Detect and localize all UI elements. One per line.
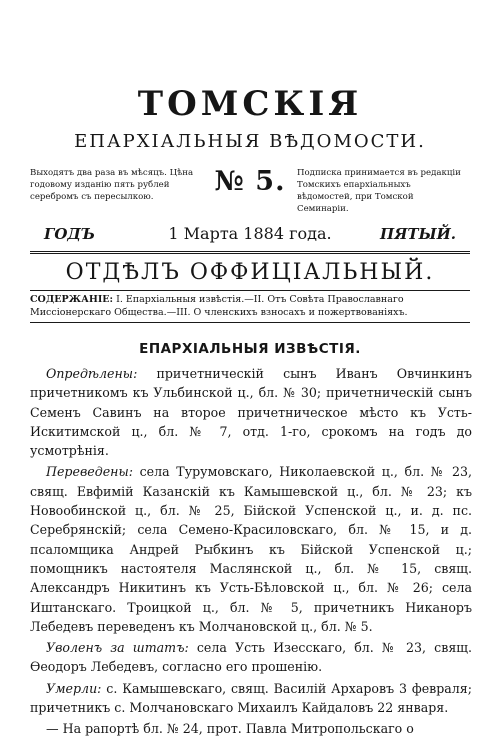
article-body bbox=[30, 364, 472, 739]
divider-rule bbox=[30, 251, 470, 256]
paragraph bbox=[30, 679, 472, 718]
paragraph-text: причетническій сынъ Иванъ Овчинкинъ причетникомъ къ Ульбинской ц., бл. № 30; причетническій сынъ Семенъ Савинъ на второе причетническое мѣсто къ Усть-Искитимской ц., бл. № 7, отд. 1-го, срокомъ на годъ до усмотрѣнія. bbox=[30, 366, 472, 459]
paragraph-lead: Уволенъ за штатъ: bbox=[46, 640, 189, 656]
paragraph-lead: Опредѣлены: bbox=[46, 366, 138, 381]
year-number: ПЯТЫЙ. bbox=[380, 225, 456, 243]
divider-rule bbox=[30, 322, 470, 323]
masthead-subtitle: ЕПАРХІАЛЬНЫЯ ВѢДОМОСТИ. bbox=[74, 131, 426, 152]
divider-rule bbox=[30, 290, 470, 291]
paragraph bbox=[30, 364, 472, 460]
contents-label: СОДЕРЖАНІЕ: bbox=[30, 294, 114, 305]
paragraph-lead: Переведены: bbox=[46, 464, 133, 480]
paragraph-text: — На рапортѣ бл. № 24, прот. Павла Митропольскаго о bbox=[46, 721, 414, 737]
paragraph bbox=[30, 462, 472, 636]
publication-info: Выходятъ два раза въ мѣсяцъ. Цѣна годовому изданію пять рублей серебромъ съ пересылкою. bbox=[30, 168, 194, 202]
table-of-contents bbox=[30, 293, 472, 319]
paragraph bbox=[30, 638, 472, 677]
issue-number: № 5. bbox=[214, 166, 286, 197]
issue-date: 1 Марта 1884 года. bbox=[168, 224, 332, 243]
section-heading: ОТДѢЛЪ ОФФИЦІАЛЬНЫЙ. bbox=[65, 260, 435, 285]
paragraph-text: села Турумовскаго, Николаевской ц., бл. № 23, свящ. Евфимій Казанскій къ Камышевской ц., бл. № 23; къ Новообинской ц., бл. № 25, Бійской Успенской ц., и. д. пс. Серебрянскій; села Семено-Красиловскаго, бл. № 15, и д. псаломщика Андрей Рыбкинъ къ Бійской Успенской ц.; помощникъ настоятеля Маслянской ц., бл. № 15, свящ. Александръ Никитинъ къ Усть-Бѣловской ц., бл. № 26; села Иштанскаго. Троицкой ц., бл. № 5, причетникъ Никаноръ Лебедевъ переведенъ къ Молчановской ц., бл. № 5. bbox=[30, 464, 472, 634]
year-label: ГОДЪ bbox=[44, 225, 96, 243]
paragraph bbox=[30, 719, 472, 738]
paragraph-text: с. Камышевскаго, свящ. Василій Архаровъ 3 февраля; причетникъ с. Молчановскаго Михаилъ Кайдаловъ 22 января. bbox=[30, 680, 472, 716]
paragraph-text: села Усть Изесскаго, бл. № 23, свящ. Ѳеодоръ Лебедевъ, согласно его прошенію. bbox=[30, 640, 472, 675]
paragraph-lead: Умерли: bbox=[46, 680, 102, 696]
news-subheading: ЕПАРХІАЛЬНЫЯ ИЗВѢСТІЯ. bbox=[139, 341, 361, 357]
date-line bbox=[44, 223, 456, 247]
subscription-info: Подписка принимается въ редакціи Томскихъ епархіальныхъ вѣдомостей, при Томской Семинаріи. bbox=[297, 168, 461, 214]
contents-text: I. Епархіальныя извѣстія.—II. Отъ Совѣта Православнаго Миссіонерскаго Общества.—III. О членскихъ взносахъ и пожертвованіяхъ. bbox=[30, 294, 408, 318]
masthead-title: ТОМСКІЯ bbox=[137, 84, 363, 124]
